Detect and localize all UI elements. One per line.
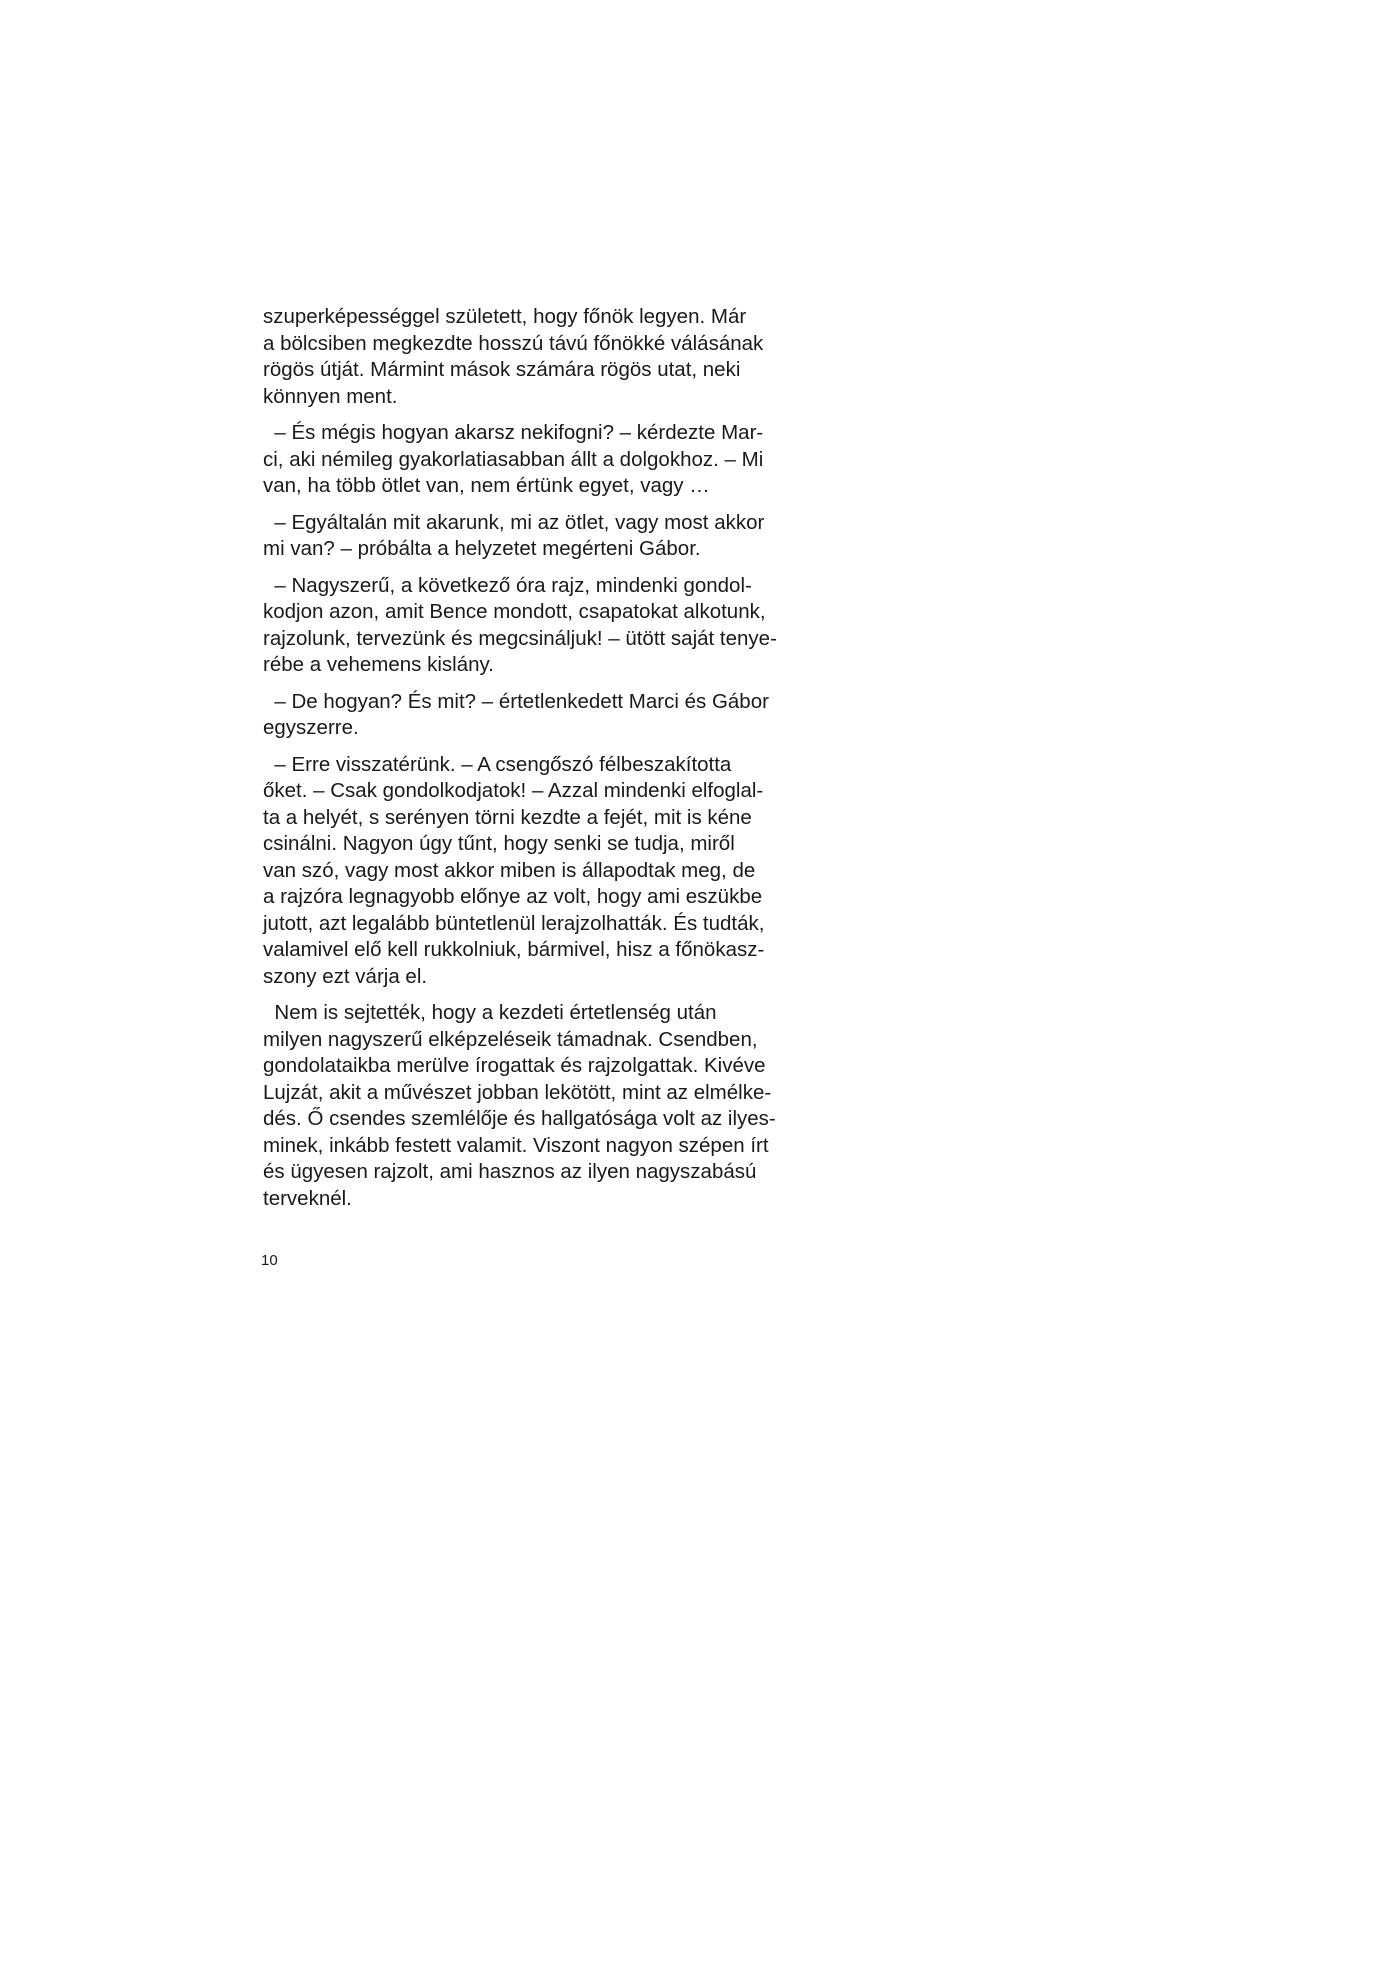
page-number: 10 [261,1252,278,1269]
text-line: ta a helyét, s serényen törni kezdte a fejét, mit is kéne [263,805,752,829]
text-line: őket. – Csak gondolkodjatok! – Azzal mindenki elfoglal- [263,779,764,802]
paragraph-6 [263,752,843,991]
text-line: rajzolunk, tervezünk és megcsináljuk! – ütött saját tenye- [263,626,777,650]
text-line: – Egyáltalán mit akarunk, mi az ötlet, vagy most akkor [263,510,765,534]
text-line: dés. Ő csendes szemlélője és hallgatósága volt az ilyes- [263,1107,776,1130]
text-line: – Nagyszerű, a következő óra rajz, mindenki gondol- [263,573,752,597]
text-line: a bölcsiben megkezdte hosszú távú főnökké válásának [263,331,764,355]
text-line: Lujzát, akit a művészet jobban lekötött, mint az elmélke- [263,1080,772,1104]
text-line: kodjon azon, amit Bence mondott, csapatokat alkotunk, [263,600,766,623]
text-line: mi van? – próbálta a helyzetet megérteni Gábor. [263,537,701,560]
text-line: minek, inkább festett valamit. Viszont nagyon szépen írt [263,1133,769,1157]
text-line: a rajzóra legnagyobb előnye az volt, hogy ami eszükbe [263,885,763,908]
text-line: milyen nagyszerű elképzeléseik támadnak. Csendben, [263,1027,758,1051]
text-line: – Erre visszatérünk. – A csengőszó félbeszakította [263,752,732,776]
body-text [263,304,843,1222]
text-line: – De hogyan? És mit? – értetlenkedett Marci és Gábor [263,689,769,713]
text-line: terveknél. [263,1186,352,1210]
text-line: szony ezt várja el. [263,964,428,988]
text-line: ci, aki némileg gyakorlatiasabban állt a dolgokhoz. – Mi [263,447,764,471]
text-line: Nem is sejtették, hogy a kezdeti értetlenség után [263,1001,717,1024]
text-line: csinálni. Nagyon úgy tűnt, hogy senki se tudja, miről [263,832,735,855]
text-line: és ügyesen rajzolt, ami hasznos az ilyen nagyszabású [263,1160,757,1183]
text-line: jutott, azt legalább büntetlenül lerajzolhatták. És tudták, [263,911,765,935]
text-line: gondolataikba merülve írogattak és rajzolgattak. Kivéve [263,1054,766,1077]
text-line: van, ha több ötlet van, nem értünk egyet, vagy … [263,474,710,497]
paragraph-7 [263,1000,843,1212]
paragraph-2 [263,420,843,500]
paragraph-3 [263,510,843,563]
text-line: – És mégis hogyan akarsz nekifogni? – kérdezte Mar- [263,421,764,444]
text-line: rögös útját. Mármint mások számára rögös utat, neki [263,358,741,381]
text-line: valamivel elő kell rukkolniuk, bármivel, hisz a főnökasz- [263,938,765,961]
paragraph-1 [263,304,843,410]
text-line: egyszerre. [263,716,359,739]
text-line: rébe a vehemens kislány. [263,653,494,676]
paragraph-5 [263,689,843,742]
text-line: szuperképességgel született, hogy főnök legyen. Már [263,305,747,328]
text-line: könnyen ment. [263,384,398,408]
text-line: van szó, vagy most akkor miben is állapodtak meg, de [263,858,756,882]
paragraph-4 [263,573,843,679]
